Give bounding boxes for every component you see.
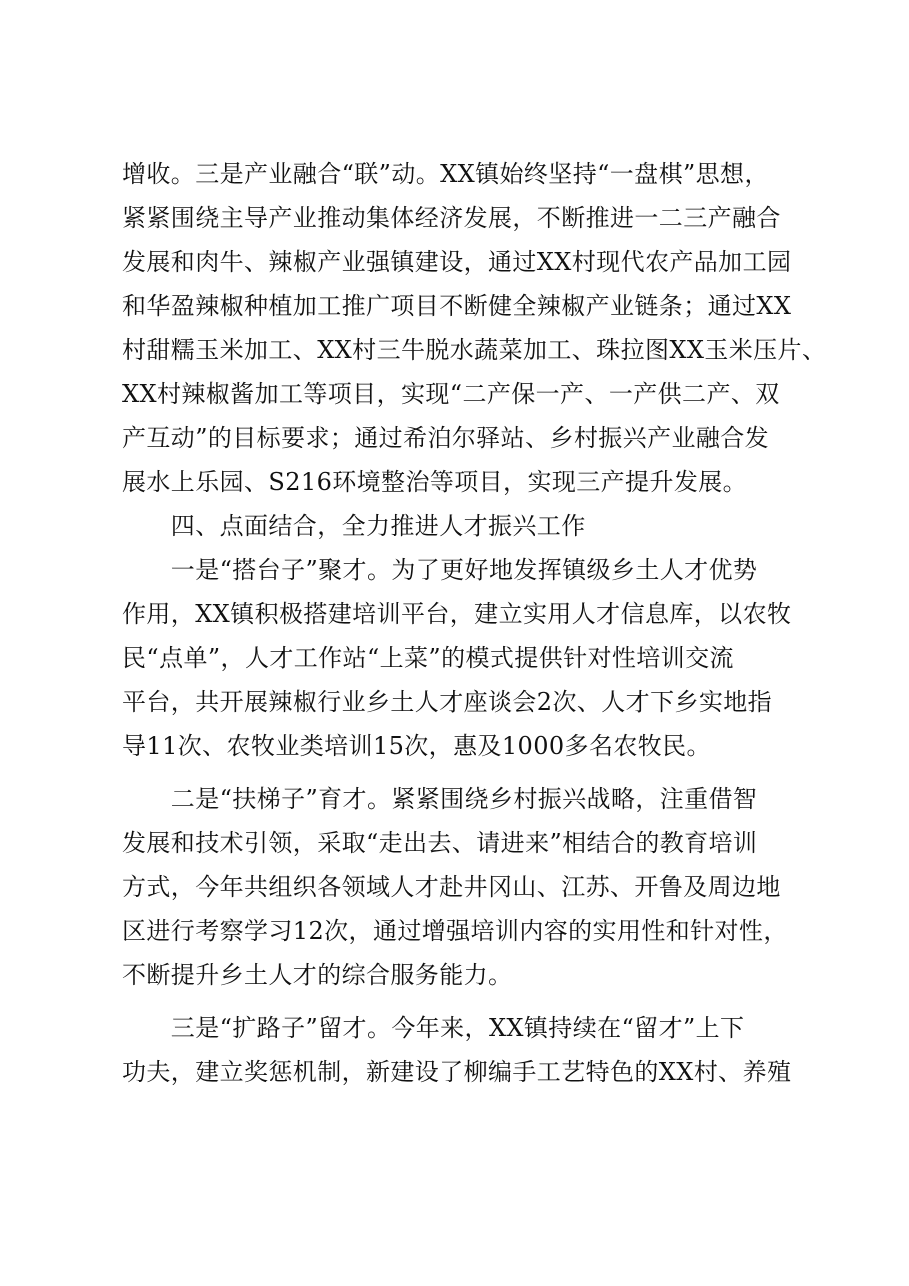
document-page bbox=[122, 152, 827, 1094]
paragraph-talent-platform bbox=[122, 548, 807, 768]
text-line: 和华盈辣椒种植加工推广项目不断健全辣椒产业链条；通过XX bbox=[122, 292, 792, 320]
text-line: 村甜糯玉米加工、XX村三牛脱水蔬菜加工、珠拉图XX玉米压片、 bbox=[122, 336, 827, 364]
text-line: 导11次、农牧业类培训15次，惠及1000多名农牧民。 bbox=[122, 732, 711, 760]
text-line: 平台，共开展辣椒行业乡土人才座谈会2次、人才下乡实地指 bbox=[122, 688, 773, 716]
text-line: 产互动”的目标要求；通过希泊尔驿站、乡村振兴产业融合发 bbox=[122, 424, 770, 452]
text-line: 三是“扩路子”留才。今年来，XX镇持续在“留才”上下 bbox=[122, 1014, 745, 1042]
text-line: 区进行考察学习12次，通过增强培训内容的实用性和针对性， bbox=[122, 917, 788, 945]
text-line: XX村辣椒酱加工等项目，实现“二产保一产、一产供二产、双 bbox=[122, 380, 780, 408]
text-line: 展水上乐园、S216环境整治等项目，实现三产提升发展。 bbox=[122, 468, 748, 496]
paragraph-industry-integration bbox=[122, 152, 827, 504]
text-line: 增收。三是产业融合“联”动。XX镇始终坚持“一盘棋”思想， bbox=[122, 160, 769, 188]
paragraph-spacing bbox=[122, 997, 807, 1006]
text-line: 作用，XX镇积极搭建培训平台，建立实用人才信息库，以农牧 bbox=[122, 600, 792, 628]
paragraph-talent-training bbox=[122, 777, 807, 997]
paragraph-spacing bbox=[122, 768, 807, 777]
heading-line: 四、点面结合，全力推进人才振兴工作 bbox=[122, 512, 586, 540]
text-line: 发展和技术引领，采取“走出去、请进来”相结合的教育培训 bbox=[122, 829, 758, 857]
text-line: 不断提升乡土人才的综合服务能力。 bbox=[122, 961, 513, 989]
text-line: 方式，今年共组织各领域人才赴井冈山、江苏、开鲁及周边地 bbox=[122, 873, 781, 901]
text-line: 民“点单”，人才工作站“上菜”的模式提供针对性培训交流 bbox=[122, 644, 734, 672]
text-line: 一是“搭台子”聚才。为了更好地发挥镇级乡土人才优势 bbox=[122, 556, 758, 584]
text-line: 二是“扶梯子”育才。紧紧围绕乡村振兴战略，注重借智 bbox=[122, 785, 758, 813]
section-heading bbox=[122, 504, 807, 548]
text-line: 功夫，建立奖惩机制，新建设了柳编手工艺特色的XX村、养殖 bbox=[122, 1058, 792, 1086]
paragraph-talent-retention bbox=[122, 1006, 807, 1094]
text-line: 发展和肉牛、辣椒产业强镇建设，通过XX村现代农产品加工园 bbox=[122, 248, 792, 276]
text-line: 紧紧围绕主导产业推动集体经济发展，不断推进一二三产融合 bbox=[122, 204, 781, 232]
